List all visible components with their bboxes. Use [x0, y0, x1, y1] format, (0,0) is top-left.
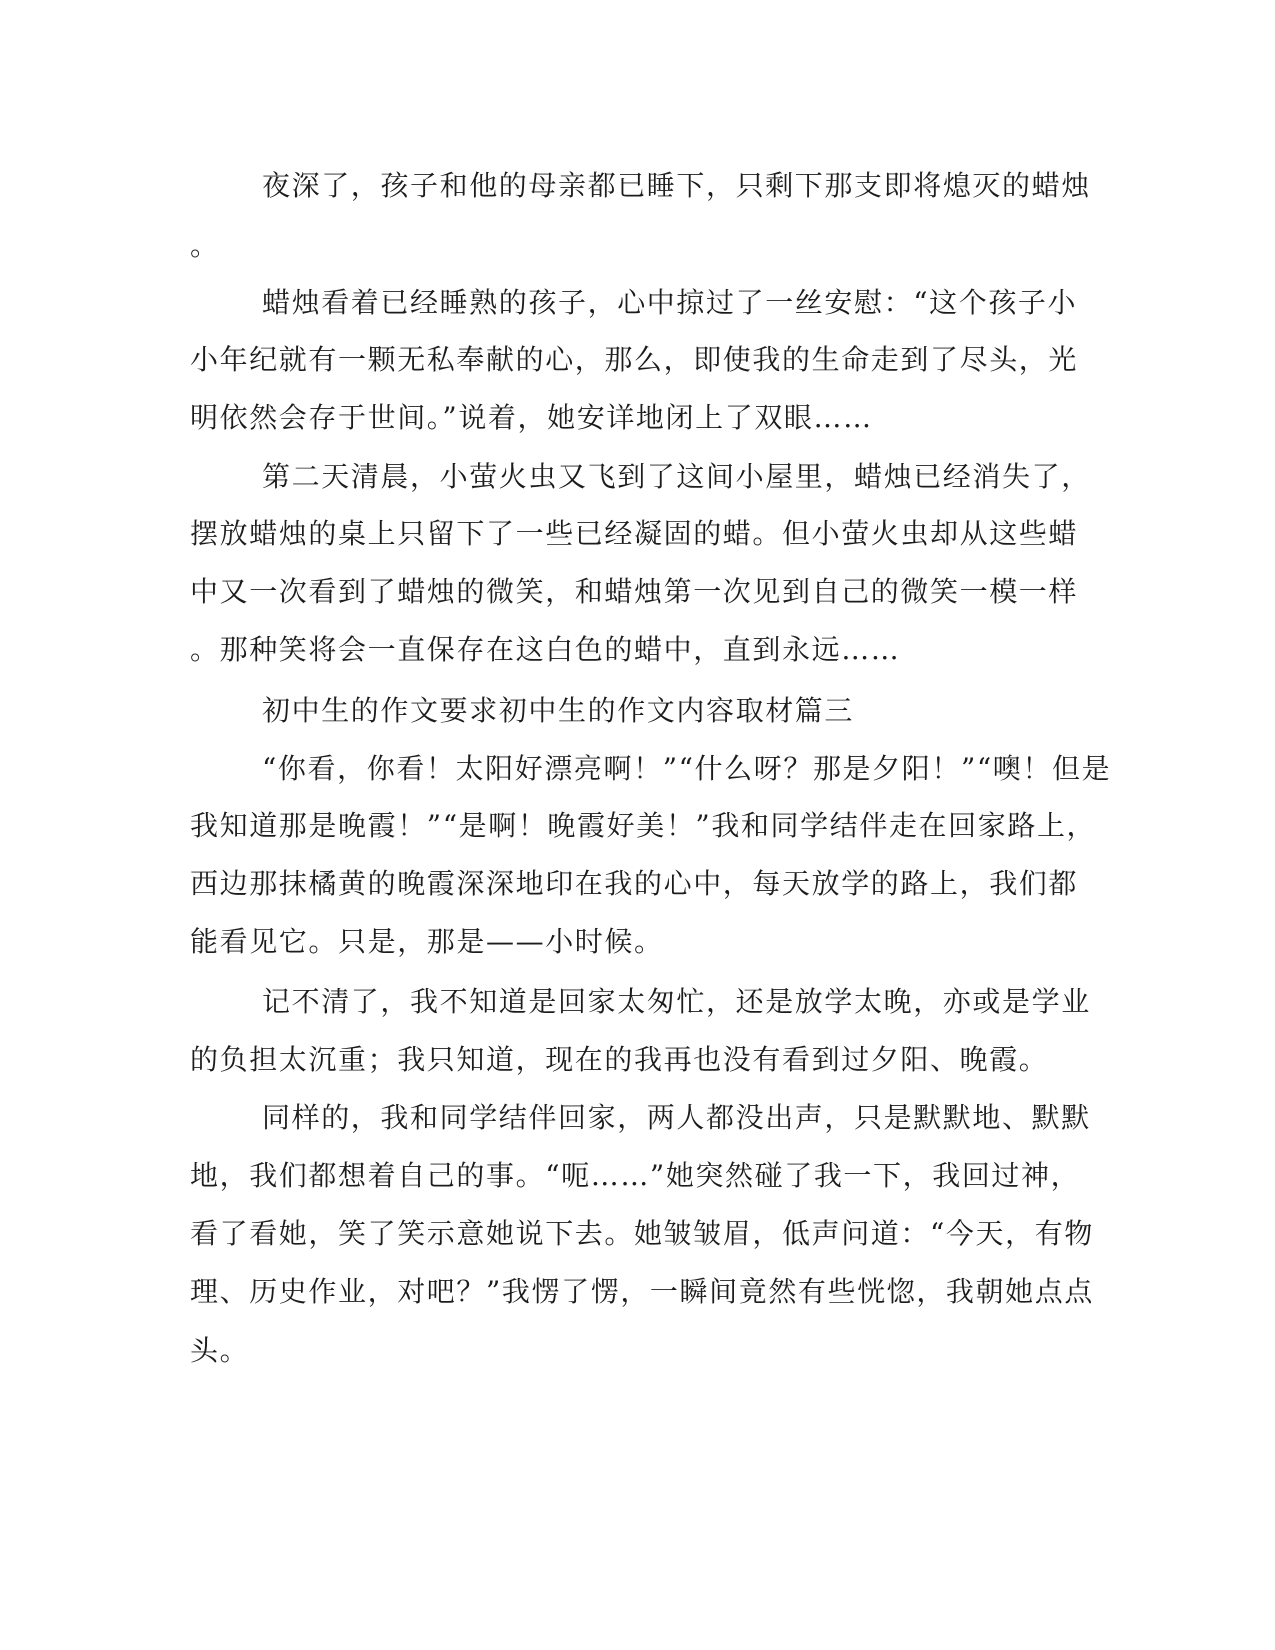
paragraph-line: 地，我们都想着自己的事。“呃……”她突然碰了我一下，我回过神， — [190, 1159, 1081, 1192]
paragraph-line: 夜深了，孩子和他的母亲都已睡下，只剩下那支即将熄灭的蜡烛 — [262, 169, 1091, 202]
paragraph-line: 。 — [190, 229, 220, 262]
paragraph-line: 第二天清晨，小萤火虫又飞到了这间小屋里，蜡烛已经消失了， — [262, 460, 1091, 493]
paragraph-line: 记不清了，我不知道是回家太匆忙，还是放学太晚，亦或是学业 — [262, 985, 1091, 1018]
section-heading: 初中生的作文要求初中生的作文内容取材篇三 — [262, 694, 855, 727]
paragraph-line: 头。 — [190, 1334, 250, 1367]
paragraph-line: 同样的，我和同学结伴回家，两人都没出声，只是默默地、默默 — [262, 1101, 1091, 1134]
paragraph-line: 。那种笑将会一直保存在这白色的蜡中，直到永远…… — [190, 633, 901, 666]
paragraph-line: 我知道那是晚霞！”“是啊！晚霞好美！”我和同学结伴走在回家路上， — [190, 809, 1097, 842]
paragraph-line: 摆放蜡烛的桌上只留下了一些已经凝固的蜡。但小萤火虫却从这些蜡 — [190, 517, 1079, 550]
paragraph-line: 能看见它。只是，那是——小时候。 — [190, 925, 664, 958]
paragraph-line: 西边那抹橘黄的晚霞深深地印在我的心中，每天放学的路上，我们都 — [190, 867, 1079, 900]
paragraph-line: 的负担太沉重；我只知道，现在的我再也没有看到过夕阳、晚霞。 — [190, 1043, 1049, 1076]
paragraph-line: 看了看她，笑了笑示意她说下去。她皱皱眉，低声问道：“今天，有物 — [190, 1217, 1094, 1250]
paragraph-line: “你看，你看！太阳好漂亮啊！”“什么呀？那是夕阳！”“噢！但是 — [262, 752, 1112, 785]
paragraph-line: 中又一次看到了蜡烛的微笑，和蜡烛第一次见到自己的微笑一模一样 — [190, 575, 1079, 608]
paragraph-line: 蜡烛看着已经睡熟的孩子，心中掠过了一丝安慰：“这个孩子小 — [262, 286, 1078, 319]
paragraph-line: 小年纪就有一颗无私奉献的心，那么，即使我的生命走到了尽头，光 — [190, 343, 1079, 376]
paragraph-line: 理、历史作业，对吧？”我愣了愣，一瞬间竟然有些恍惚，我朝她点点 — [190, 1275, 1094, 1308]
paragraph-line: 明依然会存于世间。”说着，她安详地闭上了双眼…… — [190, 401, 873, 434]
